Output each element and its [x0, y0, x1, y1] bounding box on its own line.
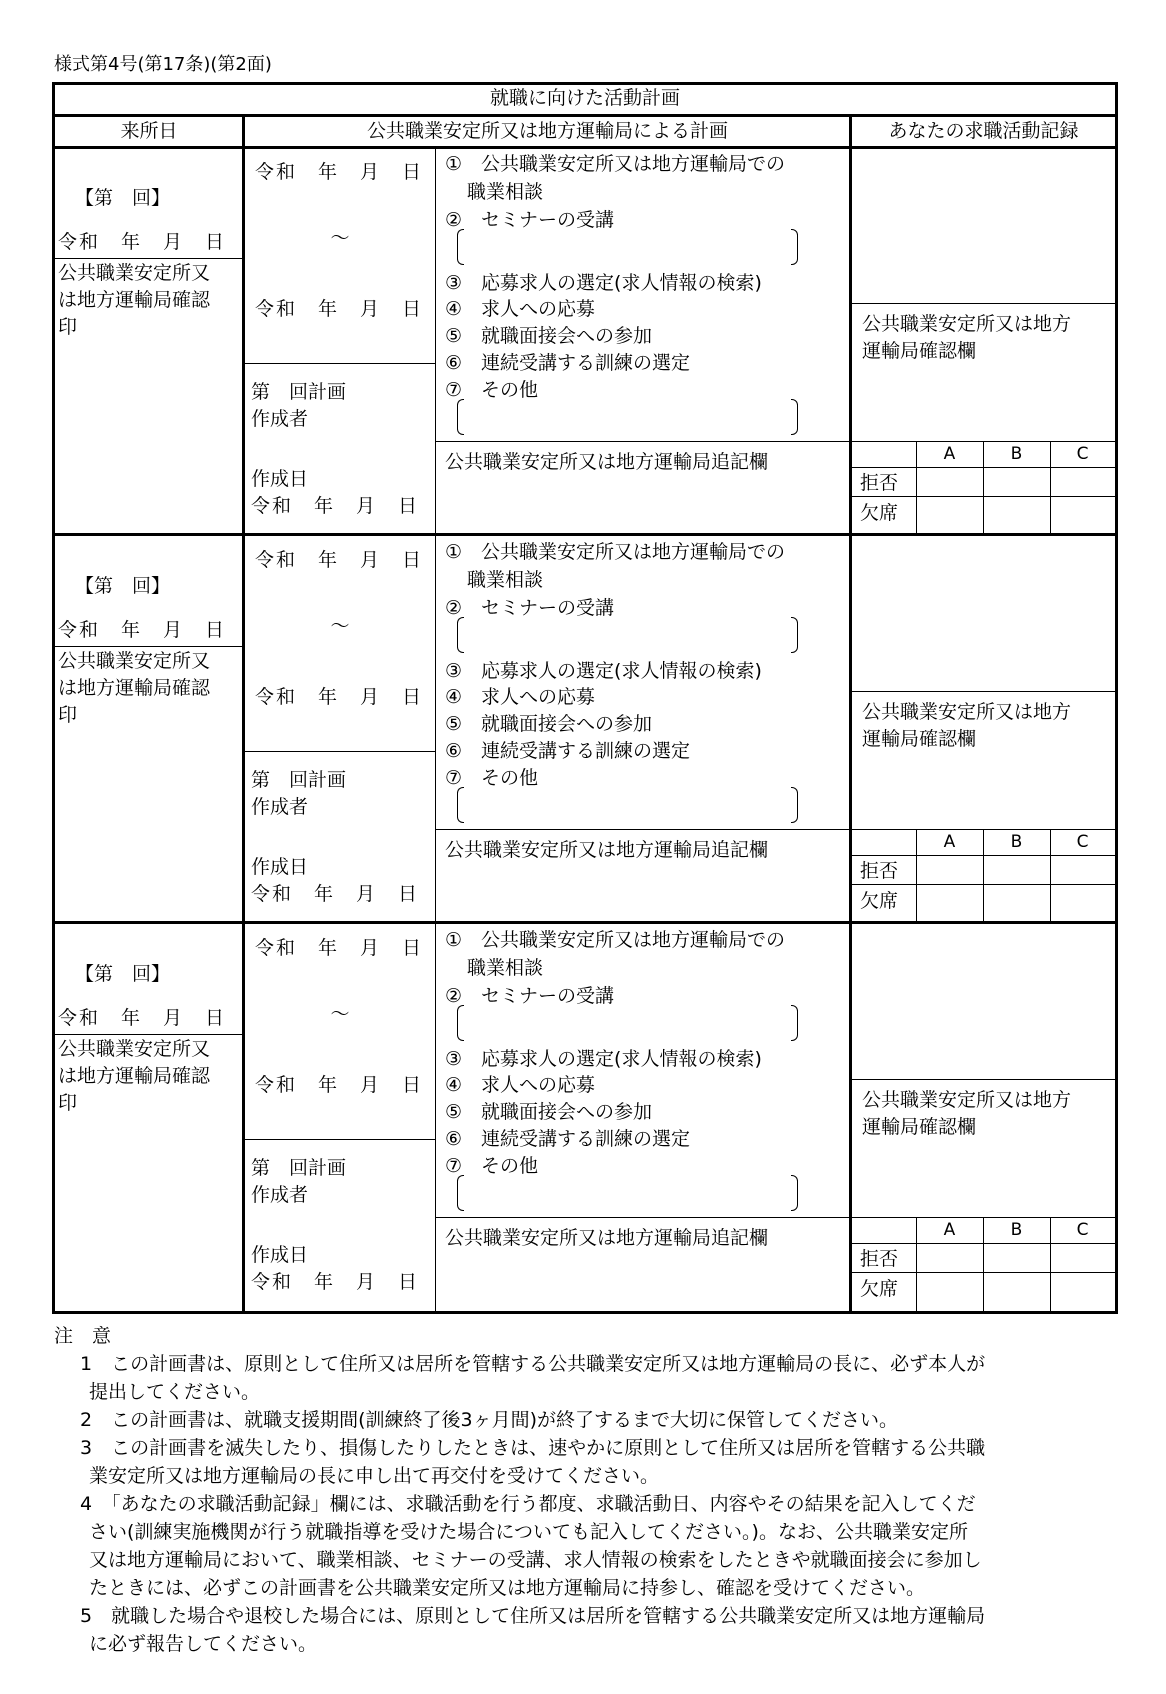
- confirm-label: 運輸局確認欄: [862, 1116, 977, 1138]
- seal-label: 印: [58, 316, 78, 338]
- bracket-close: [791, 617, 798, 653]
- result-cell[interactable]: [984, 885, 1049, 912]
- column-c: C: [1076, 832, 1089, 852]
- note-item: [80, 1406, 1120, 1434]
- result-cell[interactable]: [984, 856, 1049, 883]
- result-cell[interactable]: [1051, 1244, 1114, 1271]
- column-a: A: [943, 832, 956, 852]
- divider: [852, 1079, 1115, 1080]
- result-cell[interactable]: [984, 497, 1049, 524]
- result-cell[interactable]: [917, 885, 982, 912]
- created-label: 作成日: [251, 1244, 309, 1266]
- confirm-label: 公共職業安定所又は地方: [862, 1089, 1072, 1111]
- plan-item: ⑥ 連続受講する訓練の選定: [445, 1128, 691, 1150]
- plan-round-label: 第 回計画: [251, 381, 347, 403]
- plan-item: ② セミナーの受講: [445, 209, 615, 231]
- plan-item: ① 公共職業安定所又は地方運輸局での: [445, 541, 786, 563]
- created-label: 作成日: [251, 468, 309, 490]
- note-line: 2 この計画書は、就職支援期間(訓練終了後3ヶ月間)が終了するまで大切に保管してください。: [80, 1409, 899, 1431]
- created-label: 作成日: [251, 856, 309, 878]
- bracket-close: [791, 229, 798, 265]
- divider: [852, 303, 1115, 304]
- plan-item: ⑦ その他: [445, 767, 539, 789]
- tilde: ～: [330, 1003, 350, 1025]
- plan-item: ⑤ 就職面接会への参加: [445, 713, 653, 735]
- plan-item: ⑤ 就職面接会への参加: [445, 1101, 653, 1123]
- divider: [245, 363, 435, 364]
- column-b: B: [1010, 444, 1023, 464]
- plan-item: ⑤ 就職面接会への参加: [445, 325, 653, 347]
- row-absence-label: 欠席: [860, 1278, 899, 1300]
- result-cell[interactable]: [1051, 885, 1114, 912]
- period-end-field: 令和 年 月 日: [255, 686, 424, 708]
- bracket-open: [457, 399, 464, 435]
- seal-label: は地方運輸局確認: [58, 1065, 211, 1087]
- confirm-label: 運輸局確認欄: [862, 340, 977, 362]
- round-number-field: 【第 回】: [75, 187, 171, 209]
- plan-item: ④ 求人への応募: [445, 686, 596, 708]
- result-cell[interactable]: [984, 468, 1049, 495]
- divider: [435, 829, 852, 830]
- activity-plan-table: [52, 82, 1118, 1314]
- divider: [245, 751, 435, 752]
- column-c: C: [1076, 1220, 1089, 1240]
- author-label: 作成者: [251, 796, 309, 818]
- plan-item: ④ 求人への応募: [445, 298, 596, 320]
- divider: [55, 646, 242, 647]
- created-date-field: 令和 年 月 日: [251, 1271, 420, 1293]
- result-cell[interactable]: [917, 1244, 982, 1271]
- seal-label: 印: [58, 1092, 78, 1114]
- divider: [435, 535, 436, 923]
- note-line: 業安定所又は地方運輸局の長に申し出て再交付を受けてください。: [89, 1465, 660, 1487]
- note-line: に必ず報告してください。: [89, 1633, 318, 1655]
- seal-label: は地方運輸局確認: [58, 289, 211, 311]
- divider: [55, 146, 1115, 149]
- period-end-field: 令和 年 月 日: [255, 1074, 424, 1096]
- plan-item: ⑦ その他: [445, 379, 539, 401]
- note-item: [80, 1350, 1120, 1406]
- divider: [852, 691, 1115, 692]
- row-absence-label: 欠席: [860, 502, 899, 524]
- row-refusal-label: 拒否: [860, 472, 899, 494]
- divider: [435, 1217, 852, 1218]
- plan-item: ② セミナーの受講: [445, 597, 615, 619]
- bracket-open: [457, 1175, 464, 1211]
- plan-item: ③ 応募求人の選定(求人情報の検索): [445, 660, 762, 682]
- result-cell[interactable]: [1051, 497, 1114, 524]
- period-start-field: 令和 年 月 日: [255, 161, 424, 183]
- bracket-open: [457, 787, 464, 823]
- result-cell[interactable]: [984, 1244, 1049, 1271]
- bracket-close: [791, 399, 798, 435]
- author-label: 作成者: [251, 1184, 309, 1206]
- result-cell[interactable]: [917, 856, 982, 883]
- plan-item: 職業相談: [467, 957, 544, 979]
- plan-item: ③ 応募求人の選定(求人情報の検索): [445, 272, 762, 294]
- divider: [55, 258, 242, 259]
- addendum-label: 公共職業安定所又は地方運輸局追記欄: [445, 451, 769, 473]
- tilde: ～: [330, 227, 350, 249]
- note-line: 又は地方運輸局において、職業相談、セミナーの受講、求人情報の検索をしたときや就職面接会に参加し: [89, 1549, 982, 1571]
- header-plan: 公共職業安定所又は地方運輸局による計画: [366, 120, 728, 142]
- result-cell[interactable]: [917, 497, 982, 524]
- plan-item: ③ 応募求人の選定(求人情報の検索): [445, 1048, 762, 1070]
- note-line: 4 「あなたの求職活動記録」欄には、求職活動を行う都度、求職活動日、内容やその結果を記入してくだ: [80, 1493, 976, 1515]
- visit-date-field: 令和 年 月 日: [58, 1007, 227, 1029]
- header-record: あなたの求職活動記録: [888, 120, 1079, 142]
- bracket-close: [791, 1175, 798, 1211]
- seal-label: 印: [58, 704, 78, 726]
- seal-label: 公共職業安定所又: [58, 650, 211, 672]
- divider: [849, 114, 852, 1314]
- plan-item: ⑦ その他: [445, 1155, 539, 1177]
- visit-date-field: 令和 年 月 日: [58, 231, 227, 253]
- period-end-field: 令和 年 月 日: [255, 298, 424, 320]
- table-title: 就職に向けた活動計画: [489, 87, 680, 109]
- plan-item: ① 公共職業安定所又は地方運輸局での: [445, 929, 786, 951]
- result-cell[interactable]: [1051, 856, 1114, 883]
- result-cell[interactable]: [917, 1273, 982, 1300]
- created-date-field: 令和 年 月 日: [251, 883, 420, 905]
- divider: [435, 441, 852, 442]
- divider: [55, 921, 1115, 924]
- plan-item: 職業相談: [467, 181, 544, 203]
- result-cell[interactable]: [1051, 468, 1114, 495]
- result-cell[interactable]: [1051, 1273, 1114, 1300]
- plan-item: ④ 求人への応募: [445, 1074, 596, 1096]
- bracket-open: [457, 1005, 464, 1041]
- divider: [435, 923, 436, 1311]
- result-cell[interactable]: [984, 1273, 1049, 1300]
- row-absence-label: 欠席: [860, 890, 899, 912]
- column-c: C: [1076, 444, 1089, 464]
- column-b: B: [1010, 832, 1023, 852]
- author-label: 作成者: [251, 408, 309, 430]
- round-number-field: 【第 回】: [75, 963, 171, 985]
- seal-label: 公共職業安定所又: [58, 1038, 211, 1060]
- note-item: [80, 1490, 1120, 1602]
- bracket-close: [791, 1005, 798, 1041]
- bracket-open: [457, 229, 464, 265]
- notes-section: [54, 1322, 1120, 1658]
- note-item: [80, 1602, 1120, 1658]
- row-refusal-label: 拒否: [860, 860, 899, 882]
- note-line: さい(訓練実施機関が行う就職指導を受けた場合についても記入してください。)。なお、公共職業安定所: [89, 1521, 968, 1543]
- note-line: 3 この計画書を滅失したり、損傷したりしたときは、速やかに原則として住所又は居所を管轄する公共職: [80, 1437, 986, 1459]
- column-b: B: [1010, 1220, 1023, 1240]
- confirm-label: 運輸局確認欄: [862, 728, 977, 750]
- column-a: A: [943, 1220, 956, 1240]
- divider: [435, 147, 436, 535]
- period-start-field: 令和 年 月 日: [255, 549, 424, 571]
- tilde: ～: [330, 615, 350, 637]
- bracket-close: [791, 787, 798, 823]
- divider: [55, 114, 1115, 117]
- plan-item: ⑥ 連続受講する訓練の選定: [445, 352, 691, 374]
- divider: [55, 1034, 242, 1035]
- note-line: 1 この計画書は、原則として住所又は居所を管轄する公共職業安定所又は地方運輸局の長に、必ず本人が: [80, 1353, 986, 1375]
- column-a: A: [943, 444, 956, 464]
- plan-item: ⑥ 連続受講する訓練の選定: [445, 740, 691, 762]
- note-line: 提出してください。: [89, 1381, 261, 1403]
- period-start-field: 令和 年 月 日: [255, 937, 424, 959]
- notes-heading: 注 意: [54, 1325, 112, 1347]
- round-number-field: 【第 回】: [75, 575, 171, 597]
- divider: [242, 114, 245, 1314]
- form-number: 様式第4号(第17条)(第2面): [54, 54, 272, 75]
- divider: [245, 1139, 435, 1140]
- confirm-label: 公共職業安定所又は地方: [862, 701, 1072, 723]
- row-refusal-label: 拒否: [860, 1248, 899, 1270]
- note-item: [80, 1434, 1120, 1490]
- seal-label: は地方運輸局確認: [58, 677, 211, 699]
- bracket-open: [457, 617, 464, 653]
- created-date-field: 令和 年 月 日: [251, 495, 420, 517]
- divider: [55, 533, 1115, 536]
- plan-item: ① 公共職業安定所又は地方運輸局での: [445, 153, 786, 175]
- addendum-label: 公共職業安定所又は地方運輸局追記欄: [445, 1227, 769, 1249]
- plan-item: ② セミナーの受講: [445, 985, 615, 1007]
- confirm-label: 公共職業安定所又は地方: [862, 313, 1072, 335]
- note-line: 5 就職した場合や退校した場合には、原則として住所又は居所を管轄する公共職業安定所又は地方運輸局: [80, 1605, 986, 1627]
- header-visit-date: 来所日: [120, 120, 178, 142]
- addendum-label: 公共職業安定所又は地方運輸局追記欄: [445, 839, 769, 861]
- seal-label: 公共職業安定所又: [58, 262, 211, 284]
- plan-round-label: 第 回計画: [251, 769, 347, 791]
- plan-round-label: 第 回計画: [251, 1157, 347, 1179]
- plan-item: 職業相談: [467, 569, 544, 591]
- visit-date-field: 令和 年 月 日: [58, 619, 227, 641]
- note-line: たときには、必ずこの計画書を公共職業安定所又は地方運輸局に持参し、確認を受けてください。: [89, 1577, 926, 1599]
- result-cell[interactable]: [917, 468, 982, 495]
